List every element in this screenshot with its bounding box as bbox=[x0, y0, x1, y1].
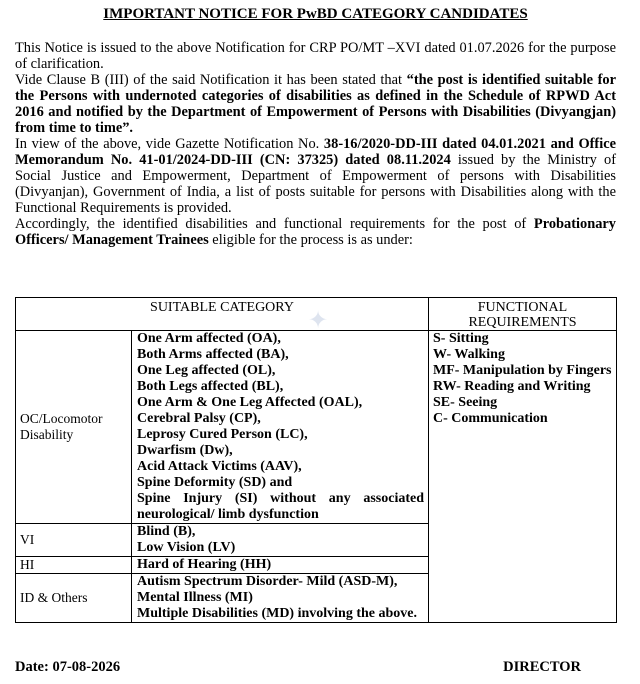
list-item: Spine Deformity (SD) and bbox=[137, 475, 293, 490]
list-item: Multiple Disabilities (MD) involving the above. bbox=[137, 606, 417, 621]
background-watermark: ✦ bbox=[307, 306, 329, 334]
notice-page bbox=[15, 0, 616, 248]
notice-paragraph-2 bbox=[15, 72, 616, 136]
list-item: Leprosy Cured Person (LC), bbox=[137, 427, 308, 442]
list-item: SE- Seeing bbox=[433, 395, 498, 410]
list-item: W- Walking bbox=[433, 347, 505, 362]
list-item: Both Legs affected (BL), bbox=[137, 379, 284, 394]
signatory: DIRECTOR bbox=[503, 659, 581, 675]
table-row bbox=[16, 331, 617, 524]
notice-title: IMPORTANT NOTICE FOR PwBD CATEGORY CANDIDATES bbox=[103, 6, 528, 22]
paragraph-3-text: In view of the above, vide Gazette Notification No. bbox=[15, 136, 324, 152]
list-item: Cerebral Palsy (CP), bbox=[137, 411, 261, 426]
category-cell: OC/Locomotor Disability bbox=[16, 331, 132, 524]
disability-list bbox=[132, 331, 429, 524]
disability-list bbox=[132, 557, 429, 574]
notice-paragraph-3 bbox=[15, 136, 616, 216]
list-item: Dwarfism (Dw), bbox=[137, 443, 233, 458]
disability-list bbox=[132, 524, 429, 557]
list-item: One Arm affected (OA), bbox=[137, 331, 281, 346]
notice-date: Date: 07-08-2026 bbox=[15, 659, 121, 675]
paragraph-2-quote: “the post is identified suitable for the Persons with undernoted categories of disabilities as defined in the Schedule of RPWD Act 2016 and notified by the Department of Empowerment of Persons with Disabilities (Divyangjan) from time to time”. bbox=[15, 72, 616, 136]
disability-list bbox=[132, 574, 429, 623]
list-item: Mental Illness (MI) bbox=[137, 590, 253, 605]
header-functional-requirements: FUNCTIONAL REQUIREMENTS bbox=[429, 298, 617, 331]
list-item: Both Arms affected (BA), bbox=[137, 347, 289, 362]
list-item: Hard of Hearing (HH) bbox=[137, 557, 272, 572]
list-item: Low Vision (LV) bbox=[137, 540, 236, 555]
list-item: Blind (B), bbox=[137, 524, 196, 539]
paragraph-3-reference: 38-16/2020-DD-III dated 04.01.2021 and Office Memorandum No. 41-01/2024-DD-III (CN: 37325) dated 08.11.2024 bbox=[15, 136, 616, 168]
category-cell: VI bbox=[16, 524, 132, 557]
notice-footer bbox=[15, 659, 581, 675]
notice-paragraph-4 bbox=[15, 216, 616, 248]
notice-paragraph-1: This Notice is issued to the above Notification for CRP PO/MT –XVI dated 01.07.2026 for the purpose of clarification. bbox=[15, 40, 616, 72]
paragraph-4-text: Accordingly, the identified disabilities and functional requirements for the post of bbox=[15, 216, 534, 232]
list-item: C- Communication bbox=[433, 411, 548, 426]
list-item: MF- Manipulation by Fingers bbox=[433, 363, 612, 378]
list-item: S- Sitting bbox=[433, 331, 489, 346]
header-suitable-category: SUITABLE CATEGORY bbox=[16, 298, 429, 331]
paragraph-2-text: Vide Clause B (III) of the said Notification it has been stated that bbox=[15, 72, 407, 88]
paragraph-4-suffix: eligible for the process is as under: bbox=[208, 232, 413, 248]
table-header-row bbox=[16, 298, 617, 331]
paragraph-4-post-name: Probationary Officers/ Management Trainees bbox=[15, 216, 616, 248]
list-item: Spine Injury (SI) without any associated neurological/ limb dysfunction bbox=[137, 491, 424, 522]
list-item: One Arm & One Leg Affected (OAL), bbox=[137, 395, 363, 410]
list-item: One Leg affected (OL), bbox=[137, 363, 276, 378]
list-item: Autism Spectrum Disorder- Mild (ASD-M), bbox=[137, 574, 398, 589]
disability-table bbox=[15, 297, 617, 623]
category-cell: HI bbox=[16, 557, 132, 574]
category-cell: ID & Others bbox=[16, 574, 132, 623]
functional-requirements-list bbox=[429, 331, 617, 623]
list-item: Acid Attack Victims (AAV), bbox=[137, 459, 302, 474]
list-item: RW- Reading and Writing bbox=[433, 379, 591, 394]
paragraph-3-suffix: issued by the Ministry of Social Justice and Empowerment, Department of Empowerment of persons with Disabilities (Divyanjan), Government of India, a list of posts suitable for persons with Disabilities along with the Functional Requirements is provided. bbox=[15, 152, 616, 216]
